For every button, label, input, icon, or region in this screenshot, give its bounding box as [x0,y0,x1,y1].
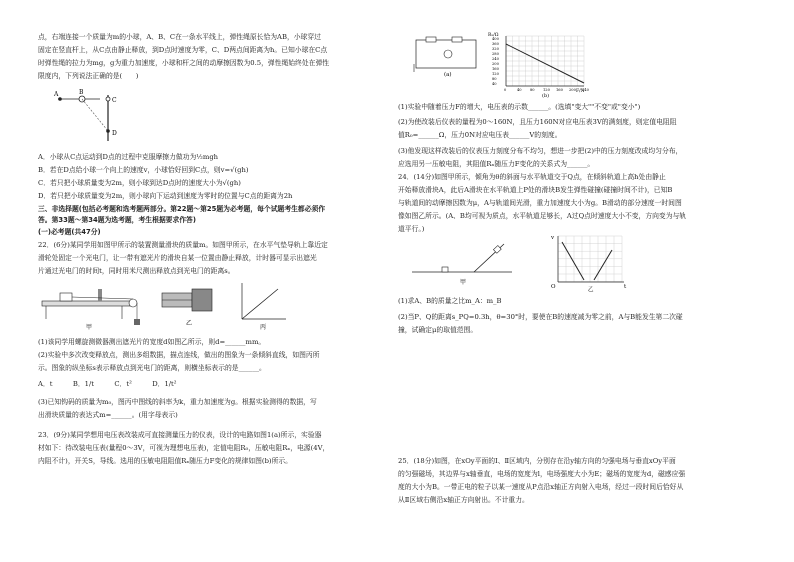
q22-part3-line2: 出滑块质量的表达式m=______。(用字母表示) [38,411,178,419]
resistor-r0 [426,37,436,42]
elastic-cord [82,99,108,131]
q23-text-line1: 23．(9分)某同学想用电压表改装成可直接测量压力的仪表，设计的电路如图1(a)所示，实验器 [38,431,322,439]
x-tick-label: 240 [582,88,589,92]
figure-yi-micrometer [156,281,226,331]
x-tick-label: 160 [556,88,563,92]
section3-heading-line2: 答。第33题～第34题为选考题，考生根据要求作答) [38,216,196,224]
graph-y-ticks [492,37,500,86]
q20-figure [52,85,152,143]
q24-part2-line1: (2)当P、Q的距离s_PQ=0.3h，θ=30°时，要使在B的速度减为零之前，A与B能发生第二次碰 [398,313,683,321]
q23-text-line2: 材如下：待改装电压表(量程0～3V，可视为理想电压表)，定值电阻R₀，压敏电阻Rₓ，电源(4V， [38,444,330,452]
q22-options: A．t B．1/t C．t² D．1/t² [38,380,177,388]
graph-grid [506,36,584,86]
vt-segment-2 [594,250,612,280]
q25-text-line1: 25．(18分)如图，在xOy平面的Ⅰ、Ⅱ区域内，分别存在沿y轴方向的匀强电场与垂直xOy平面 [398,457,676,465]
y-tick-label: 280 [492,52,499,56]
q24-figure-jia [408,236,518,288]
label-yi: 乙 [186,320,193,327]
q20-text-line3: 时弹性绳的拉力为mg，g为重力加速度，小球和杆之间的动摩擦因数为0.5，弹性绳始终处在弹性 [38,59,330,67]
y-tick-label: 400 [492,37,499,41]
option-a: A．小球从C点运动到D点的过程中克服摩擦力做功为½mgh [38,153,219,161]
required-subheading: (一)必考题(共47分) [38,228,101,236]
q25-text-line2: 的匀强磁场，其边界与x轴垂直，电场的宽度为l，电场强度大小为E；磁场的宽度为d，磁感应强 [398,470,686,478]
y-tick-label: 160 [492,67,499,71]
option-c: C．若只把小球质量变为2m，则小球到达D点时的速度大小为√(gh) [38,179,241,187]
q23-part3-line2: 应选用另一压敏电阻，其阻值Rₓ随压力F变化的关系式为______。 [398,160,595,168]
pressure-resistor [452,37,462,42]
y-tick-label: 320 [492,47,499,51]
q22-part1: (1)该同学用螺旋测微器测出遮光片的宽度d如图乙所示，则d=______mm。 [38,338,266,346]
label-c: C [112,97,117,104]
y-tick-label: 200 [492,62,499,66]
air-track [42,301,130,306]
block-b [442,267,448,272]
q22-text-line3: 片通过光电门的时间t，同时用米尺测出释放点到光电门的距离s。 [38,267,235,275]
ball-c [106,97,110,101]
q22-part2-line2: 示。图象的纵坐标s表示释放点到光电门的距离，则横坐标表示的是______。 [38,364,266,372]
x-tick-label: 0 [504,88,507,92]
pulley [129,299,137,307]
y-tick-label: 240 [492,57,499,61]
q24-text-line4: 像如图乙所示。(A、B均可视为质点，水平轨道足够长，A过Q点时速度大小不变，方向变为与轨 [398,212,687,220]
point-a [58,97,62,101]
q24-text-line5: 道平行。) [398,225,425,233]
figure-bing-graph [234,279,294,331]
voltmeter-icon [444,50,452,58]
q20-text-line1: 点，右端连接一个质量为m的小球，A、B、C在一条水平线上，弹性绳原长恰为AB，小球穿过 [38,33,321,41]
vt-origin-label: O [551,284,556,290]
block-a [493,245,501,253]
y-tick-label: 40 [492,82,497,86]
label-a: A [54,91,59,98]
label-jia: 甲 [460,279,467,286]
q24-part1: (1)求A、B的质量之比m_A：m_B [398,297,502,305]
label-b: (b) [542,93,550,98]
label-bing: 丙 [260,324,267,331]
y-tick-label: 120 [492,72,499,76]
x-tick-label: 40 [517,88,522,92]
label-a: (a) [444,72,452,78]
vt-grid [558,236,622,282]
q25-text-line3: 度的大小为B。一带正电的粒子以某一速度从P点沿x轴正方向射入电场，经过一段时间后恰好从 [398,483,684,491]
q22-text-line2: 滑轮处固定一个光电门，让一带有遮光片的滑块自某一位置由静止释放，计时器可显示出遮光 [38,254,317,262]
hook-weight [134,319,140,325]
q20-text-line2: 固定在竖直杆上，从C点由静止释放，到D点时速度为零，C、D两点间距离为h。已知小球在C点 [38,46,328,54]
y-tick-label: 80 [492,77,497,81]
label-d: D [112,130,117,137]
q23-text-line3: 内阻不计)，开关S，导线。选用的压敏电阻阻值Rₓ随压力F变化的规律如图(b)所示。 [38,457,292,465]
q23-part1: (1)实验中随着压力F的增大，电压表的示数______。(选填"变大""不变"或"变小") [398,103,641,111]
q24-part2-line2: 撞，试确定μ的取值范围。 [398,326,478,334]
vt-segment-1 [562,242,584,280]
option-b: B．若在D点给小球一个向上的速度v，小球恰好回到C点，则v=√(gh) [38,166,249,174]
q23-part2-line1: (2)为使改装后仪表的量程为0～160N，且压力160N对应电压表3V的满刻度，则定值电阻阻 [398,118,677,126]
y-tick-label: 360 [492,42,499,46]
section3-heading-line1: 三、非选择题(包括必考题和选考题两部分。第22题～第25题为必考题，每个试题考生都必须作 [38,205,326,213]
option-d: D．若只把小球质量变为2m，则小球向下运动到速度为零时的位置与C点的距离为2h [38,192,293,200]
q24-text-line1: 24．(14分)如图甲所示，倾角为θ的斜面与水平轨道交于Q点，在倾斜轨道上高h处由静止 [398,173,666,181]
slider [60,293,72,301]
q20-text-line4: 限度内，下列说法正确的是( ) [38,72,139,80]
point-d [106,129,110,133]
vt-v-label: v [551,235,555,241]
label-b: B [79,89,84,96]
micrometer-thimble [192,289,212,311]
photogate [98,289,102,301]
q22-text-line1: 22．(6分)某同学用如图甲所示的装置测量滑块的质量m。如图甲所示，在水平气垫导轨上靠近定 [38,241,328,249]
label-yi: 乙 [588,287,594,292]
q23-part3-line1: (3)他发现这样改装后的仪表压力刻度分布不均匀，想进一步把(2)中的压力刻度改成均匀分布， [398,147,683,155]
x-tick-label: 200 [569,88,576,92]
circuit-diagram-a [408,36,486,78]
label-jia: 甲 [86,324,93,331]
graph-x-label: F/N [576,89,585,94]
x-tick-label: 120 [543,88,550,92]
graph-y-label: Rₓ/Ω [488,33,499,38]
vt-t-label: t [624,284,627,290]
q22-part2-line1: (2)实验中多次改变释放点，测出多组数据，描点连线，做出的图象为一条倾斜直线，如图丙所 [38,351,320,359]
q22-part3-line1: (3)已知钩码的质量为m₀，图丙中图线的斜率为k，重力加速度为g。根据实验测得的数据，写 [38,398,317,406]
q23-part2-line2: 值R₀=______Ω，压力0N对应电压表______V的刻度。 [398,131,562,139]
q24-text-line3: 与轨道间的动摩擦因数为μ，A与轨道间光滑，重力加速度大小为g。B滑动的部分速度一时间图 [398,199,682,207]
figure-jia [38,279,158,331]
x-tick-label: 80 [530,88,535,92]
string [72,297,133,299]
resistance-force-graph [488,30,592,98]
line-plot [242,289,278,319]
q24-velocity-graph [548,232,630,292]
q25-text-line4: 从Ⅱ区域右侧沿x轴正方向射出。不计重力。 [398,496,529,504]
q24-text-line2: 开始释放滑块A，此后A滑块在水平轨道上P处的滑块B发生弹性碰撞(碰撞时间不计)，已知B [398,186,673,194]
